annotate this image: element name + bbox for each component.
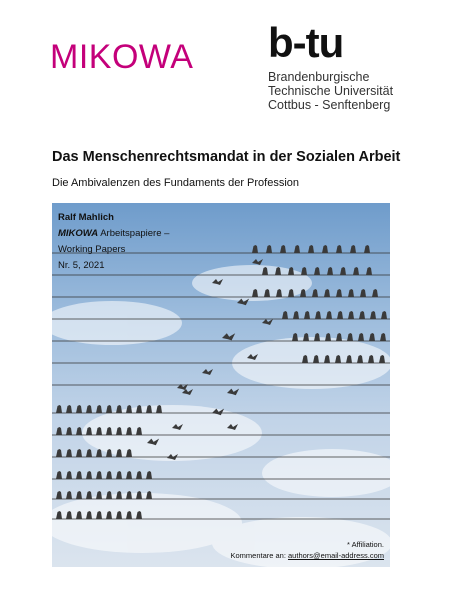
perched-bird bbox=[315, 311, 321, 319]
perched-bird bbox=[96, 471, 102, 479]
cover-footer bbox=[230, 539, 384, 561]
author-name: Ralf Mahlich bbox=[58, 212, 114, 223]
perched-bird bbox=[106, 405, 112, 413]
perched-bird bbox=[76, 471, 82, 479]
perched-bird bbox=[136, 471, 142, 479]
perched-bird bbox=[336, 333, 342, 341]
perched-bird bbox=[106, 471, 112, 479]
perched-bird bbox=[86, 491, 92, 499]
perched-bird bbox=[282, 311, 288, 319]
perched-bird bbox=[86, 449, 92, 457]
perched-bird bbox=[322, 245, 328, 253]
perched-bird bbox=[340, 267, 346, 275]
perched-bird bbox=[380, 333, 386, 341]
email-link[interactable]: authors@email-address.com bbox=[288, 551, 384, 560]
cover-image bbox=[52, 203, 390, 567]
perched-bird bbox=[56, 491, 62, 499]
perched-bird bbox=[252, 245, 258, 253]
perched-bird bbox=[66, 427, 72, 435]
perched-bird bbox=[146, 491, 152, 499]
flying-bird bbox=[252, 259, 263, 265]
flying-bird bbox=[202, 369, 213, 375]
perched-bird bbox=[66, 491, 72, 499]
comments-label: Kommentare an: bbox=[230, 551, 289, 560]
perched-bird bbox=[314, 333, 320, 341]
perched-bird bbox=[76, 449, 82, 457]
perched-bird bbox=[76, 405, 82, 413]
perched-bird bbox=[372, 289, 378, 297]
perched-bird bbox=[325, 333, 331, 341]
perched-bird bbox=[96, 405, 102, 413]
perched-bird bbox=[369, 333, 375, 341]
perched-bird bbox=[116, 471, 122, 479]
flying-bird bbox=[222, 333, 235, 340]
perched-bird bbox=[146, 471, 152, 479]
document-title: Das Menschenrechtsmandat in der Sozialen Arbeit bbox=[52, 149, 401, 165]
perched-bird bbox=[56, 471, 62, 479]
perched-bird bbox=[294, 245, 300, 253]
btu-logo-line-1: Brandenburgische bbox=[268, 70, 370, 84]
perched-bird bbox=[314, 267, 320, 275]
perched-bird bbox=[301, 267, 307, 275]
btu-logo-line-2: Technische Universität bbox=[268, 84, 394, 98]
perched-bird bbox=[136, 491, 142, 499]
perched-bird bbox=[348, 289, 354, 297]
perched-bird bbox=[308, 245, 314, 253]
perched-bird bbox=[116, 405, 122, 413]
perched-bird bbox=[86, 405, 92, 413]
perched-bird bbox=[126, 405, 132, 413]
perched-bird bbox=[326, 311, 332, 319]
perched-bird bbox=[353, 267, 359, 275]
flying-bird bbox=[227, 389, 239, 396]
perched-bird bbox=[280, 245, 286, 253]
perched-bird bbox=[56, 405, 62, 413]
perched-bird bbox=[348, 311, 354, 319]
perched-bird bbox=[96, 491, 102, 499]
btu-logo bbox=[268, 19, 418, 112]
perched-bird bbox=[336, 289, 342, 297]
perched-bird bbox=[304, 311, 310, 319]
perched-bird bbox=[336, 245, 342, 253]
cover-metadata bbox=[58, 210, 169, 274]
perched-bird bbox=[337, 311, 343, 319]
perched-bird bbox=[293, 311, 299, 319]
perched-bird bbox=[66, 471, 72, 479]
document-subtitle: Die Ambivalenzen des Fundaments der Profession bbox=[52, 177, 300, 189]
flying-bird bbox=[182, 389, 193, 395]
perched-bird bbox=[86, 471, 92, 479]
perched-bird bbox=[359, 311, 365, 319]
perched-bird bbox=[76, 491, 82, 499]
perched-bird bbox=[126, 471, 132, 479]
perched-bird bbox=[288, 267, 294, 275]
affiliation-note: * Affiliation. bbox=[347, 540, 384, 549]
perched-bird bbox=[324, 289, 330, 297]
perched-bird bbox=[347, 333, 353, 341]
issue-number: Nr. 5, 2021 bbox=[58, 260, 105, 271]
perched-bird bbox=[381, 311, 387, 319]
perched-bird bbox=[66, 449, 72, 457]
perched-bird bbox=[292, 333, 298, 341]
perched-bird bbox=[303, 333, 309, 341]
perched-bird bbox=[327, 267, 333, 275]
perched-bird bbox=[266, 245, 272, 253]
series-line bbox=[58, 226, 169, 242]
series-line-2: Working Papers bbox=[58, 244, 126, 255]
mikowa-logo: MIKOWA bbox=[50, 38, 194, 76]
perched-bird bbox=[126, 491, 132, 499]
perched-bird bbox=[364, 245, 370, 253]
perched-bird bbox=[116, 491, 122, 499]
perched-bird bbox=[56, 449, 62, 457]
perched-bird bbox=[360, 289, 366, 297]
perched-bird bbox=[370, 311, 376, 319]
perched-bird bbox=[358, 333, 364, 341]
perched-bird bbox=[312, 289, 318, 297]
perched-bird bbox=[350, 245, 356, 253]
perched-bird bbox=[66, 405, 72, 413]
series-name: MIKOWA bbox=[58, 228, 99, 239]
flying-bird bbox=[262, 319, 273, 325]
perched-bird bbox=[106, 491, 112, 499]
perched-bird bbox=[76, 427, 82, 435]
series-suffix: Arbeitspapiere – bbox=[98, 228, 170, 239]
btu-logo-mark: b-tu bbox=[268, 19, 344, 66]
perched-bird bbox=[136, 405, 142, 413]
comments-line bbox=[230, 550, 384, 561]
perched-bird bbox=[366, 267, 372, 275]
btu-logo-line-3: Cottbus - Senftenberg bbox=[268, 98, 391, 112]
perched-bird bbox=[56, 427, 62, 435]
